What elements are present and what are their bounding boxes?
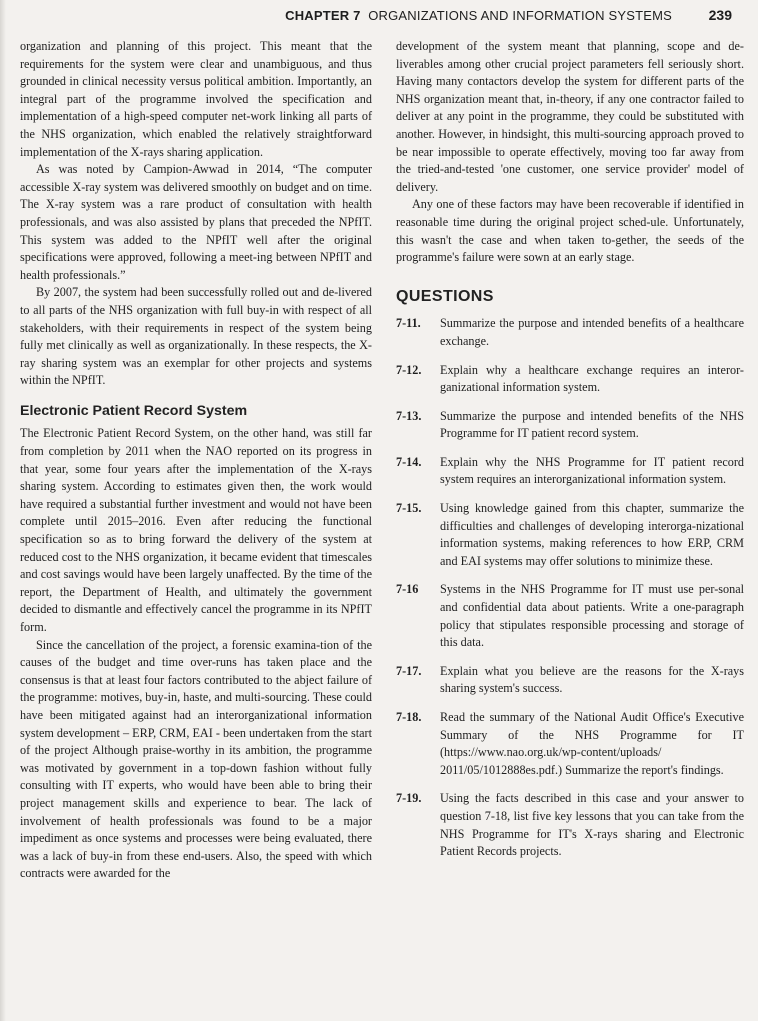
question-item bbox=[396, 315, 744, 350]
body-paragraph: Since the cancellation of the project, a forensic examina-tion of the causes of the budget and time over-runs has taken place and the consensus is that at least four factors contributed to the abject failure of the programme: motives, buy-in, haste, and multi-sourcing. These could have been mitigated against had an interorganizational information system development – ERP, CRM, EAI - been undertaken from the start of the project Although praise-worthy in its ambition, the programme was motivated by government in a top-down fashion without fully consulting with IT experts, who would have been able to bring their project management skills and experience to bear. The lack of involvement of health professionals was found to be a major impediment as once systems and processes were being evaluated, there was a lack of buy-in from these end-users. Also, the speed with which contracts were awarded for the bbox=[20, 637, 372, 881]
question-item bbox=[396, 500, 744, 570]
body-paragraph: As was noted by Campion-Awwad in 2014, “The computer accessible X-ray system was delivered smoothly on budget and on time. The X-ray system was a rare product of consultation with health professionals, and was also assisted by plans that preceded the NPfIT. This system was added to the NPfIT well after the original specifications were approved, following a meet-ing between NPfIT and health professionals.” bbox=[20, 162, 372, 282]
question-text: Summarize the purpose and intended benefits of the NHS Programme for IT patient record system. bbox=[440, 408, 744, 441]
section-heading: Electronic Patient Record System bbox=[20, 402, 248, 419]
question-number: 7-16 bbox=[396, 582, 419, 597]
question-number: 7-13. bbox=[396, 408, 422, 423]
questions-list bbox=[396, 315, 744, 860]
chapter-title bbox=[285, 8, 672, 23]
question-text: Explain why the NHS Programme for IT patient record system requires an interorganizational information system. bbox=[440, 454, 744, 487]
question-number: 7-17. bbox=[396, 663, 422, 678]
question-item bbox=[396, 408, 744, 443]
question-number: 7-18. bbox=[396, 710, 422, 724]
body-paragraph: The Electronic Patient Record System, on the other hand, was still far from completion by 2011 when the NAO reported on its progress in that year, some four years after the implementation of the X-rays sharing system. According to estimates given then, the work would have required a substantial further investment and would not have been complete until 2015–2016. Even after reducing the functional specification so as to bring forward the delivery of the system at reduced cost to the NHS organization, it became evident that timescales and cost savings would have been largely unaffected. By the time of the report, the Department of Health, and ultimately the government decided to dismantle and effectively cancel the programme in its NPfIT form. bbox=[20, 426, 372, 634]
question-number: 7-14. bbox=[396, 454, 422, 469]
question-text: Using the facts described in this case and your answer to question 7-18, list five key lessons that you can take from the NHS Programme for IT's X-rays sharing and Electronic Patient Records projects. bbox=[440, 791, 744, 859]
body-paragraph: Any one of these factors may have been recoverable if identified in reasonable time during the original project sched-ule. Unfortunately, this wasn't the case and when taken to-gether, the seeds of the programme's failure were sown at an early stage. bbox=[396, 197, 744, 265]
left-column bbox=[20, 38, 372, 883]
question-text: Summarize the purpose and intended benefits of a healthcare exchange. bbox=[440, 316, 744, 348]
question-text: Using knowledge gained from this chapter, summarize the difficulties and challenges of developing interorga-nizational information systems, making references to how ERP, CRM and EAI systems may offer solutions to minimize these. bbox=[440, 501, 744, 568]
chapter-label: CHAPTER 7 bbox=[285, 8, 361, 23]
chapter-name: ORGANIZATIONS AND INFORMATION SYSTEMS bbox=[368, 8, 672, 23]
question-item bbox=[396, 790, 744, 860]
question-number: 7-11. bbox=[396, 316, 421, 331]
running-header bbox=[0, 6, 758, 28]
question-text: Explain what you believe are the reasons for the X-rays sharing system's success. bbox=[440, 663, 744, 696]
question-item bbox=[396, 709, 744, 779]
question-item bbox=[396, 362, 744, 397]
body-paragraph: By 2007, the system had been successfully rolled out and de-livered to all parts of the NHS organization with full buy-in with respect of all stakeholders, with their requirements in respect of the system being fully met clinically as well as organizationally. In these respects, the X-ray sharing system was an exemplar for other projects and systems within the NPfIT. bbox=[20, 285, 372, 388]
body-paragraph: development of the system meant that planning, scope and de-liverables among other crucial project parameters fell seriously short. Having many contactors develop the system for different parts of the NHS organization meant that, in-theory, if any one contractor failed to deliver at any point in the programme, they could be substituted with another. However, in hindsight, this multi-sourcing approach proved to be near impossible to operate effectively, moving too far away from the tried-and-tested 'one customer, one service provider' model of delivery. bbox=[396, 39, 744, 194]
page-gutter-shadow bbox=[0, 0, 6, 1021]
question-text: Systems in the NHS Programme for IT must use per-sonal and confidential data about patients. Write a one-paragraph policy that stipulates responsible processing and storage of this data. bbox=[440, 582, 744, 650]
page-number: 239 bbox=[708, 7, 732, 23]
question-number: 7-19. bbox=[396, 791, 422, 806]
question-number: 7-15. bbox=[396, 501, 422, 516]
question-item bbox=[396, 581, 744, 651]
question-item bbox=[396, 454, 744, 489]
question-number: 7-12. bbox=[396, 362, 422, 377]
right-column bbox=[396, 38, 744, 872]
questions-heading: QUESTIONS bbox=[396, 287, 494, 305]
question-text: Explain why a healthcare exchange requires an interor-ganizational information system. bbox=[440, 362, 744, 395]
question-item bbox=[396, 663, 744, 698]
question-text: Read the summary of the National Audit Office's Executive Summary of the NHS Programme for IT (https://www.nao.org.uk/wp-content/uploads/ 2011/05/1012888es.pdf.) Summarize the report's findings. bbox=[440, 710, 744, 777]
body-paragraph: organization and planning of this project. This meant that the requirements for the system were clear and unambiguous, and thus grounded in clinical necessity versus political ambition. Importantly, an integral part of the programme involved the specification and implementation of a high-speed computer net-work linking all parts of the NHS organization, which enabled the relatively straightforward implementation of the X-rays sharing application. bbox=[20, 39, 372, 159]
